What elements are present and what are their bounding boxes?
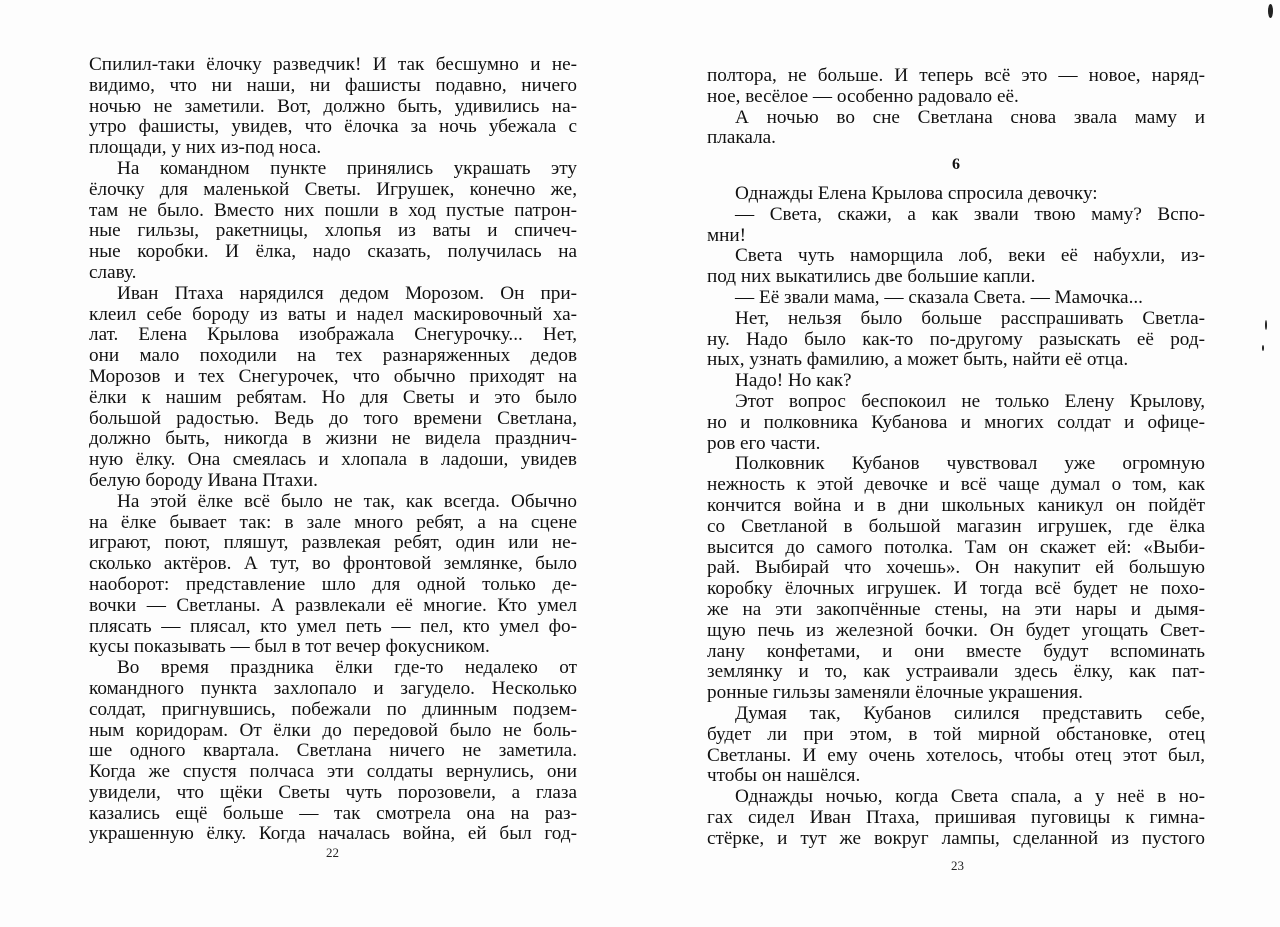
text-line: Нет, нельзя было больше расспрашивать Светла- xyxy=(735,307,1205,329)
text-line: там не было. Вместо них пошли в ход пустые патрон- xyxy=(89,199,577,221)
text-line: стёрке, и тут же вокруг лампы, сделанной из пустого xyxy=(707,827,1205,849)
text-line: Полковник Кубанов чувствовал уже огромную xyxy=(735,453,1205,475)
text-line: ночью не заметили. Вот, должно быть, удивились на- xyxy=(89,95,577,117)
scan-speck xyxy=(1265,320,1267,330)
text-line: белую бороду Ивана Птахи. xyxy=(89,469,318,491)
text-line: ну. Надо было как-то по-другому разыскать её род- xyxy=(707,328,1205,350)
text-line: Однажды ночью, когда Света спала, а у неё в но- xyxy=(735,786,1205,808)
text-line: полтора, не больше. И теперь всё это — новое, наряд- xyxy=(707,65,1205,86)
text-line: ные гильзы, ракетницы, хлопья из ваты и спичеч- xyxy=(89,220,577,242)
text-line: Однажды Елена Крылова спросила девочку: xyxy=(735,182,1098,204)
text-line: славу. xyxy=(89,261,137,283)
text-line: большой радостью. Ведь до того времени Светлана, xyxy=(89,407,577,429)
text-line: плясать — плясал, кто умел петь — пел, кто умел фо- xyxy=(89,615,577,637)
text-line: клеил себе бороду из ваты и надел маскировочный ха- xyxy=(89,303,577,325)
text-line: кончится война и в дни школьных каникул он пойдёт xyxy=(707,494,1205,516)
text-line: солдат, пригнувшись, побежали по длинным подзем- xyxy=(89,698,577,720)
text-line: играют, поют, пляшут, развлекая ребят, один или не- xyxy=(89,532,577,554)
left-page-text xyxy=(89,55,577,845)
text-line: ронные гильзы заменяли ёлочные украшения. xyxy=(707,682,1083,704)
text-line: наоборот: представление шло для одной только де- xyxy=(89,573,577,595)
text-line: высится до самого потолка. Там он скажет ей: «Выби- xyxy=(707,536,1205,558)
text-line: Думая так, Кубанов силился представить себе, xyxy=(735,702,1205,724)
text-line: на ёлке бывает так: в зале много ребят, а на сцене xyxy=(89,511,577,533)
text-line: лану конфетами, и они вместе будут вспоминать xyxy=(707,640,1205,662)
text-line: Этот вопрос беспокоил не только Елену Крылову, xyxy=(735,390,1205,412)
text-line: сколько актёров. А тут, во фронтовой землянке, было xyxy=(89,553,577,575)
text-line: же на эти закопчённые стены, на эти нары и дымя- xyxy=(707,598,1205,620)
text-line: Надо! Но как? xyxy=(735,370,852,392)
text-line: Во время праздника ёлки где-то недалеко от xyxy=(117,657,577,679)
text-line: ров его части. xyxy=(707,432,821,454)
right-page-text xyxy=(707,66,1205,849)
text-line: Спилил-таки ёлочку разведчик! И так бесшумно и не- xyxy=(89,54,577,75)
text-line: щую печь из железной бочки. Он будет угощать Свет- xyxy=(707,619,1205,641)
text-line: коробку ёлочных игрушек. И тогда всё будет не похо- xyxy=(707,578,1205,600)
text-line: нежность к этой девочке и всё чаще думал о том, как xyxy=(707,474,1205,496)
text-line: ных, узнать фамилию, а может быть, найти её отца. xyxy=(707,349,1129,371)
left-page-number: 22 xyxy=(326,845,339,860)
text-line: ше одного квартала. Светлана ничего не заметила. xyxy=(89,740,577,762)
text-line: ёлки к нашим ребятам. Но для Светы и это было xyxy=(89,386,577,408)
text-line: Светланы. И ему очень хотелось, чтобы отец этот был, xyxy=(707,744,1205,766)
text-line: кусы показывать — был в тот вечер фокусником. xyxy=(89,636,490,658)
right-page-number: 23 xyxy=(951,858,964,873)
text-line: Света чуть наморщила лоб, веки её набухли, из- xyxy=(735,245,1205,267)
text-line: будет ли при этом, в той мирной обстановке, отец xyxy=(707,723,1205,745)
scan-speck xyxy=(1262,345,1264,351)
text-line: утро фашисты, увидев, что ёлочка за ночь убежала с xyxy=(89,116,577,138)
text-line: — Её звали мама, — сказала Света. — Мамочка... xyxy=(735,286,1143,308)
text-line: казались ещё больше — так смотрела она на раз- xyxy=(89,802,577,824)
text-line: На командном пункте принялись украшать эту xyxy=(117,157,577,179)
text-line: лат. Елена Крылова изображала Снегурочку... Нет, xyxy=(89,324,577,346)
text-line: площади, у них из-под носа. xyxy=(89,137,322,159)
text-line: увидели, что щёки Светы чуть порозовели, а глаза xyxy=(89,781,577,803)
text-line: землянку и то, как устраивали здесь ёлку, как пат- xyxy=(707,661,1205,683)
text-line: Иван Птаха нарядился дедом Морозом. Он при- xyxy=(117,282,577,304)
text-line: но и полковника Кубанова и многих солдат и офице- xyxy=(707,411,1205,433)
text-line: мни! xyxy=(707,224,747,246)
text-line: — Света, скажи, а как звали твою маму? Вспо- xyxy=(735,203,1205,225)
text-line: под них выкатились две большие капли. xyxy=(707,266,1036,288)
text-line: ные коробки. И ёлка, надо сказать, получилась на xyxy=(89,241,577,263)
text-line: должно быть, никогда в жизни не видела празднич- xyxy=(89,428,577,450)
text-line: со Светланой в большой магазин игрушек, где ёлка xyxy=(707,515,1205,537)
scan-speck xyxy=(1268,4,1273,18)
text-line: командного пункта захлопало и загудело. Несколько xyxy=(89,677,577,699)
text-line: Когда же спустя полчаса эти солдаты вернулись, они xyxy=(89,761,577,783)
text-line: украшенную ёлку. Когда началась война, ей был год- xyxy=(89,823,577,845)
chapter-number: 6 xyxy=(952,156,960,174)
text-line: плакала. xyxy=(707,127,776,149)
text-line: ным коридорам. От ёлки до передовой было не боль- xyxy=(89,719,577,741)
text-line: чтобы он нашёлся. xyxy=(707,765,861,787)
text-line: А ночью во сне Светлана снова звала маму и xyxy=(735,106,1205,128)
text-line: видимо, что ни наши, ни фашисты подавно, ничего xyxy=(89,74,577,96)
text-line: гах сидел Иван Птаха, пришивая пуговицы к гимна- xyxy=(707,806,1205,828)
text-line: ное, весёлое — особенно радовало её. xyxy=(707,85,1019,107)
text-line: ёлочку для маленькой Светы. Игрушек, конечно же, xyxy=(89,178,577,200)
text-line: рай. Выбирай что хочешь». Он накупит ей большую xyxy=(707,557,1205,579)
text-line: они мало походили на тех разнаряженных дедов xyxy=(89,345,577,367)
text-line: Морозов и тех Снегурочек, что обычно приходят на xyxy=(89,365,577,387)
text-line: На этой ёлке всё было не так, как всегда. Обычно xyxy=(117,490,577,512)
text-line: вочки — Светланы. А развлекали её многие. Кто умел xyxy=(89,594,577,616)
text-line: ную ёлку. Она смеялась и хлопала в ладоши, увидев xyxy=(89,449,577,471)
